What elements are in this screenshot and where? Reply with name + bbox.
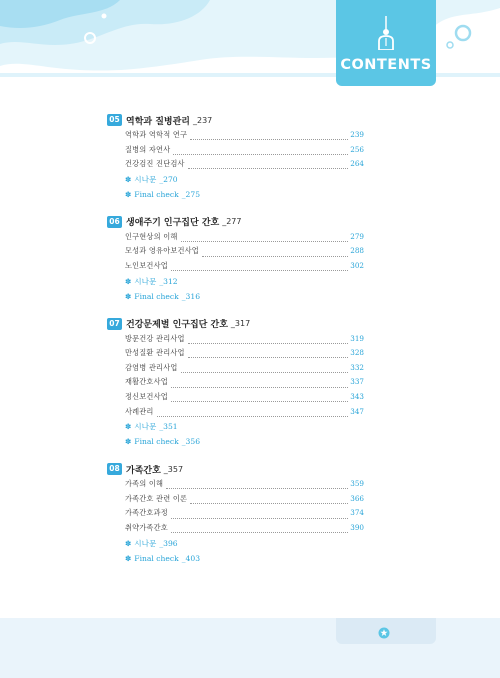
entry-label: 가족간호과정 bbox=[125, 508, 168, 518]
asterisk-icon: ✽ bbox=[125, 276, 132, 286]
toc-special-entry[interactable] bbox=[125, 174, 364, 190]
entry-page: 319 bbox=[350, 333, 364, 343]
entry-label: 정신보건사업 bbox=[125, 391, 168, 401]
chapter-page: _237 bbox=[193, 115, 213, 125]
entry-label: 가족간호 관련 이론 bbox=[125, 493, 188, 503]
asterisk-icon: ✽ bbox=[125, 174, 132, 184]
chapter-page: _357 bbox=[163, 464, 184, 474]
entry-page: 264 bbox=[350, 159, 364, 169]
entry-page: 359 bbox=[350, 479, 364, 489]
dot-leader bbox=[202, 251, 348, 257]
asterisk-icon: ✽ bbox=[125, 538, 132, 548]
dot-leader bbox=[190, 498, 348, 504]
chapter-heading[interactable] bbox=[107, 316, 364, 332]
dot-leader bbox=[181, 367, 349, 373]
toc-entry[interactable] bbox=[125, 392, 364, 407]
contents-label: CONTENTS bbox=[340, 57, 432, 73]
asterisk-icon: ✽ bbox=[125, 422, 132, 432]
toc-special-entry[interactable] bbox=[125, 554, 364, 570]
table-of-contents bbox=[107, 112, 364, 570]
toc-entry[interactable] bbox=[125, 145, 364, 160]
entry-page: 337 bbox=[350, 377, 364, 387]
toc-special-entry[interactable] bbox=[125, 437, 364, 453]
entry-page: 328 bbox=[350, 348, 364, 358]
toc-special-entry[interactable] bbox=[125, 190, 364, 206]
dot-leader bbox=[157, 411, 349, 417]
special-label: Final check bbox=[134, 189, 179, 199]
special-page: _351 bbox=[159, 422, 178, 432]
toc-entry[interactable] bbox=[125, 494, 364, 509]
entry-label: 모성과 영유아보건사업 bbox=[125, 246, 199, 256]
dot-leader bbox=[171, 527, 348, 533]
entry-label: 가족의 이해 bbox=[125, 479, 164, 489]
toc-entry[interactable] bbox=[125, 479, 364, 494]
asterisk-icon: ✽ bbox=[125, 189, 132, 199]
entry-label: 역학과 역학적 연구 bbox=[125, 130, 188, 139]
dot-leader bbox=[171, 396, 348, 402]
entry-label: 사례관리 bbox=[125, 406, 154, 416]
chapter-page: _317 bbox=[230, 319, 251, 329]
entry-page: 239 bbox=[350, 130, 364, 139]
entry-label: 건강검진 진단검사 bbox=[125, 159, 185, 169]
toc-special-entry[interactable] bbox=[125, 421, 364, 437]
special-label: 시나문 bbox=[134, 422, 157, 432]
chapter-05 bbox=[107, 112, 364, 206]
entry-page: 343 bbox=[350, 391, 364, 401]
dot-leader bbox=[188, 352, 349, 358]
entry-label: 인구현상의 이해 bbox=[125, 231, 178, 241]
entry-page: 366 bbox=[350, 493, 364, 503]
toc-special-entry[interactable] bbox=[125, 292, 364, 308]
chapter-page: _277 bbox=[222, 217, 242, 227]
entry-page: 332 bbox=[350, 362, 364, 372]
special-label: Final check bbox=[134, 553, 179, 563]
chapter-number: 06 bbox=[107, 216, 122, 228]
toc-entry[interactable] bbox=[125, 348, 364, 363]
chapter-number: 07 bbox=[107, 318, 122, 330]
asterisk-icon: ✽ bbox=[125, 437, 132, 447]
chapter-heading[interactable] bbox=[107, 112, 364, 128]
entry-page: 279 bbox=[350, 231, 364, 241]
special-page: _270 bbox=[159, 174, 178, 184]
chapter-title: 역학과 질병관리 bbox=[126, 116, 190, 127]
entry-label: 재활간호사업 bbox=[125, 377, 168, 387]
contents-tab bbox=[336, 0, 436, 86]
toc-entry[interactable] bbox=[125, 407, 364, 422]
special-page: _316 bbox=[181, 291, 201, 301]
toc-entry[interactable] bbox=[125, 246, 364, 261]
special-label: 시나문 bbox=[134, 276, 157, 286]
dot-leader bbox=[171, 265, 348, 271]
special-page: _275 bbox=[181, 189, 201, 199]
toc-entry[interactable] bbox=[125, 377, 364, 392]
special-label: 시나문 bbox=[134, 538, 157, 548]
toc-entry[interactable] bbox=[125, 334, 364, 349]
entry-page: 390 bbox=[350, 522, 364, 532]
star-icon bbox=[378, 627, 390, 639]
dot-leader bbox=[188, 163, 349, 169]
entry-page: 374 bbox=[350, 508, 364, 518]
special-page: _396 bbox=[159, 538, 178, 548]
toc-entry[interactable] bbox=[125, 363, 364, 378]
toc-entry[interactable] bbox=[125, 232, 364, 247]
chapter-title: 건강문제별 인구집단 간호 bbox=[126, 320, 228, 331]
special-page: _312 bbox=[159, 276, 178, 286]
special-label: 시나문 bbox=[134, 174, 157, 184]
entry-label: 방문건강 관리사업 bbox=[125, 333, 185, 343]
dot-leader bbox=[188, 338, 349, 344]
dot-leader bbox=[171, 513, 348, 519]
entry-label: 만성질환 관리사업 bbox=[125, 348, 185, 358]
entry-page: 347 bbox=[350, 406, 364, 416]
special-page: _356 bbox=[181, 437, 201, 447]
special-label: Final check bbox=[134, 291, 179, 301]
toc-entry[interactable] bbox=[125, 508, 364, 523]
toc-special-entry[interactable] bbox=[125, 538, 364, 554]
toc-special-entry[interactable] bbox=[125, 276, 364, 292]
entry-label: 질병의 자연사 bbox=[125, 144, 171, 154]
toc-entry[interactable] bbox=[125, 523, 364, 538]
asterisk-icon: ✽ bbox=[125, 291, 132, 301]
chapter-heading[interactable] bbox=[107, 461, 364, 477]
dot-leader bbox=[173, 149, 348, 155]
dot-leader bbox=[171, 382, 348, 388]
asterisk-icon: ✽ bbox=[125, 553, 132, 563]
chapter-title: 가족간호 bbox=[126, 465, 161, 476]
toc-entry[interactable] bbox=[125, 159, 364, 174]
entry-label: 감염병 관리사업 bbox=[125, 362, 178, 372]
chapter-number: 05 bbox=[107, 114, 122, 126]
chapter-title: 생애주기 인구집단 간호 bbox=[126, 218, 220, 229]
toc-entry[interactable] bbox=[125, 261, 364, 276]
entry-page: 288 bbox=[350, 246, 364, 256]
dot-leader bbox=[166, 483, 348, 489]
entry-page: 302 bbox=[350, 260, 364, 270]
entry-label: 노인보건사업 bbox=[125, 260, 168, 270]
entry-page: 256 bbox=[350, 144, 364, 154]
chapter-heading[interactable] bbox=[107, 214, 364, 230]
toc-entry[interactable] bbox=[125, 130, 364, 145]
special-label: Final check bbox=[134, 437, 179, 447]
special-page: _403 bbox=[181, 553, 201, 563]
chapter-07 bbox=[107, 316, 364, 454]
person-icon bbox=[376, 16, 396, 50]
entry-label: 취약가족간호 bbox=[125, 522, 168, 532]
chapter-08 bbox=[107, 461, 364, 569]
chapter-number: 08 bbox=[107, 463, 122, 475]
dot-leader bbox=[190, 134, 348, 140]
chapter-06 bbox=[107, 214, 364, 308]
dot-leader bbox=[181, 236, 349, 242]
